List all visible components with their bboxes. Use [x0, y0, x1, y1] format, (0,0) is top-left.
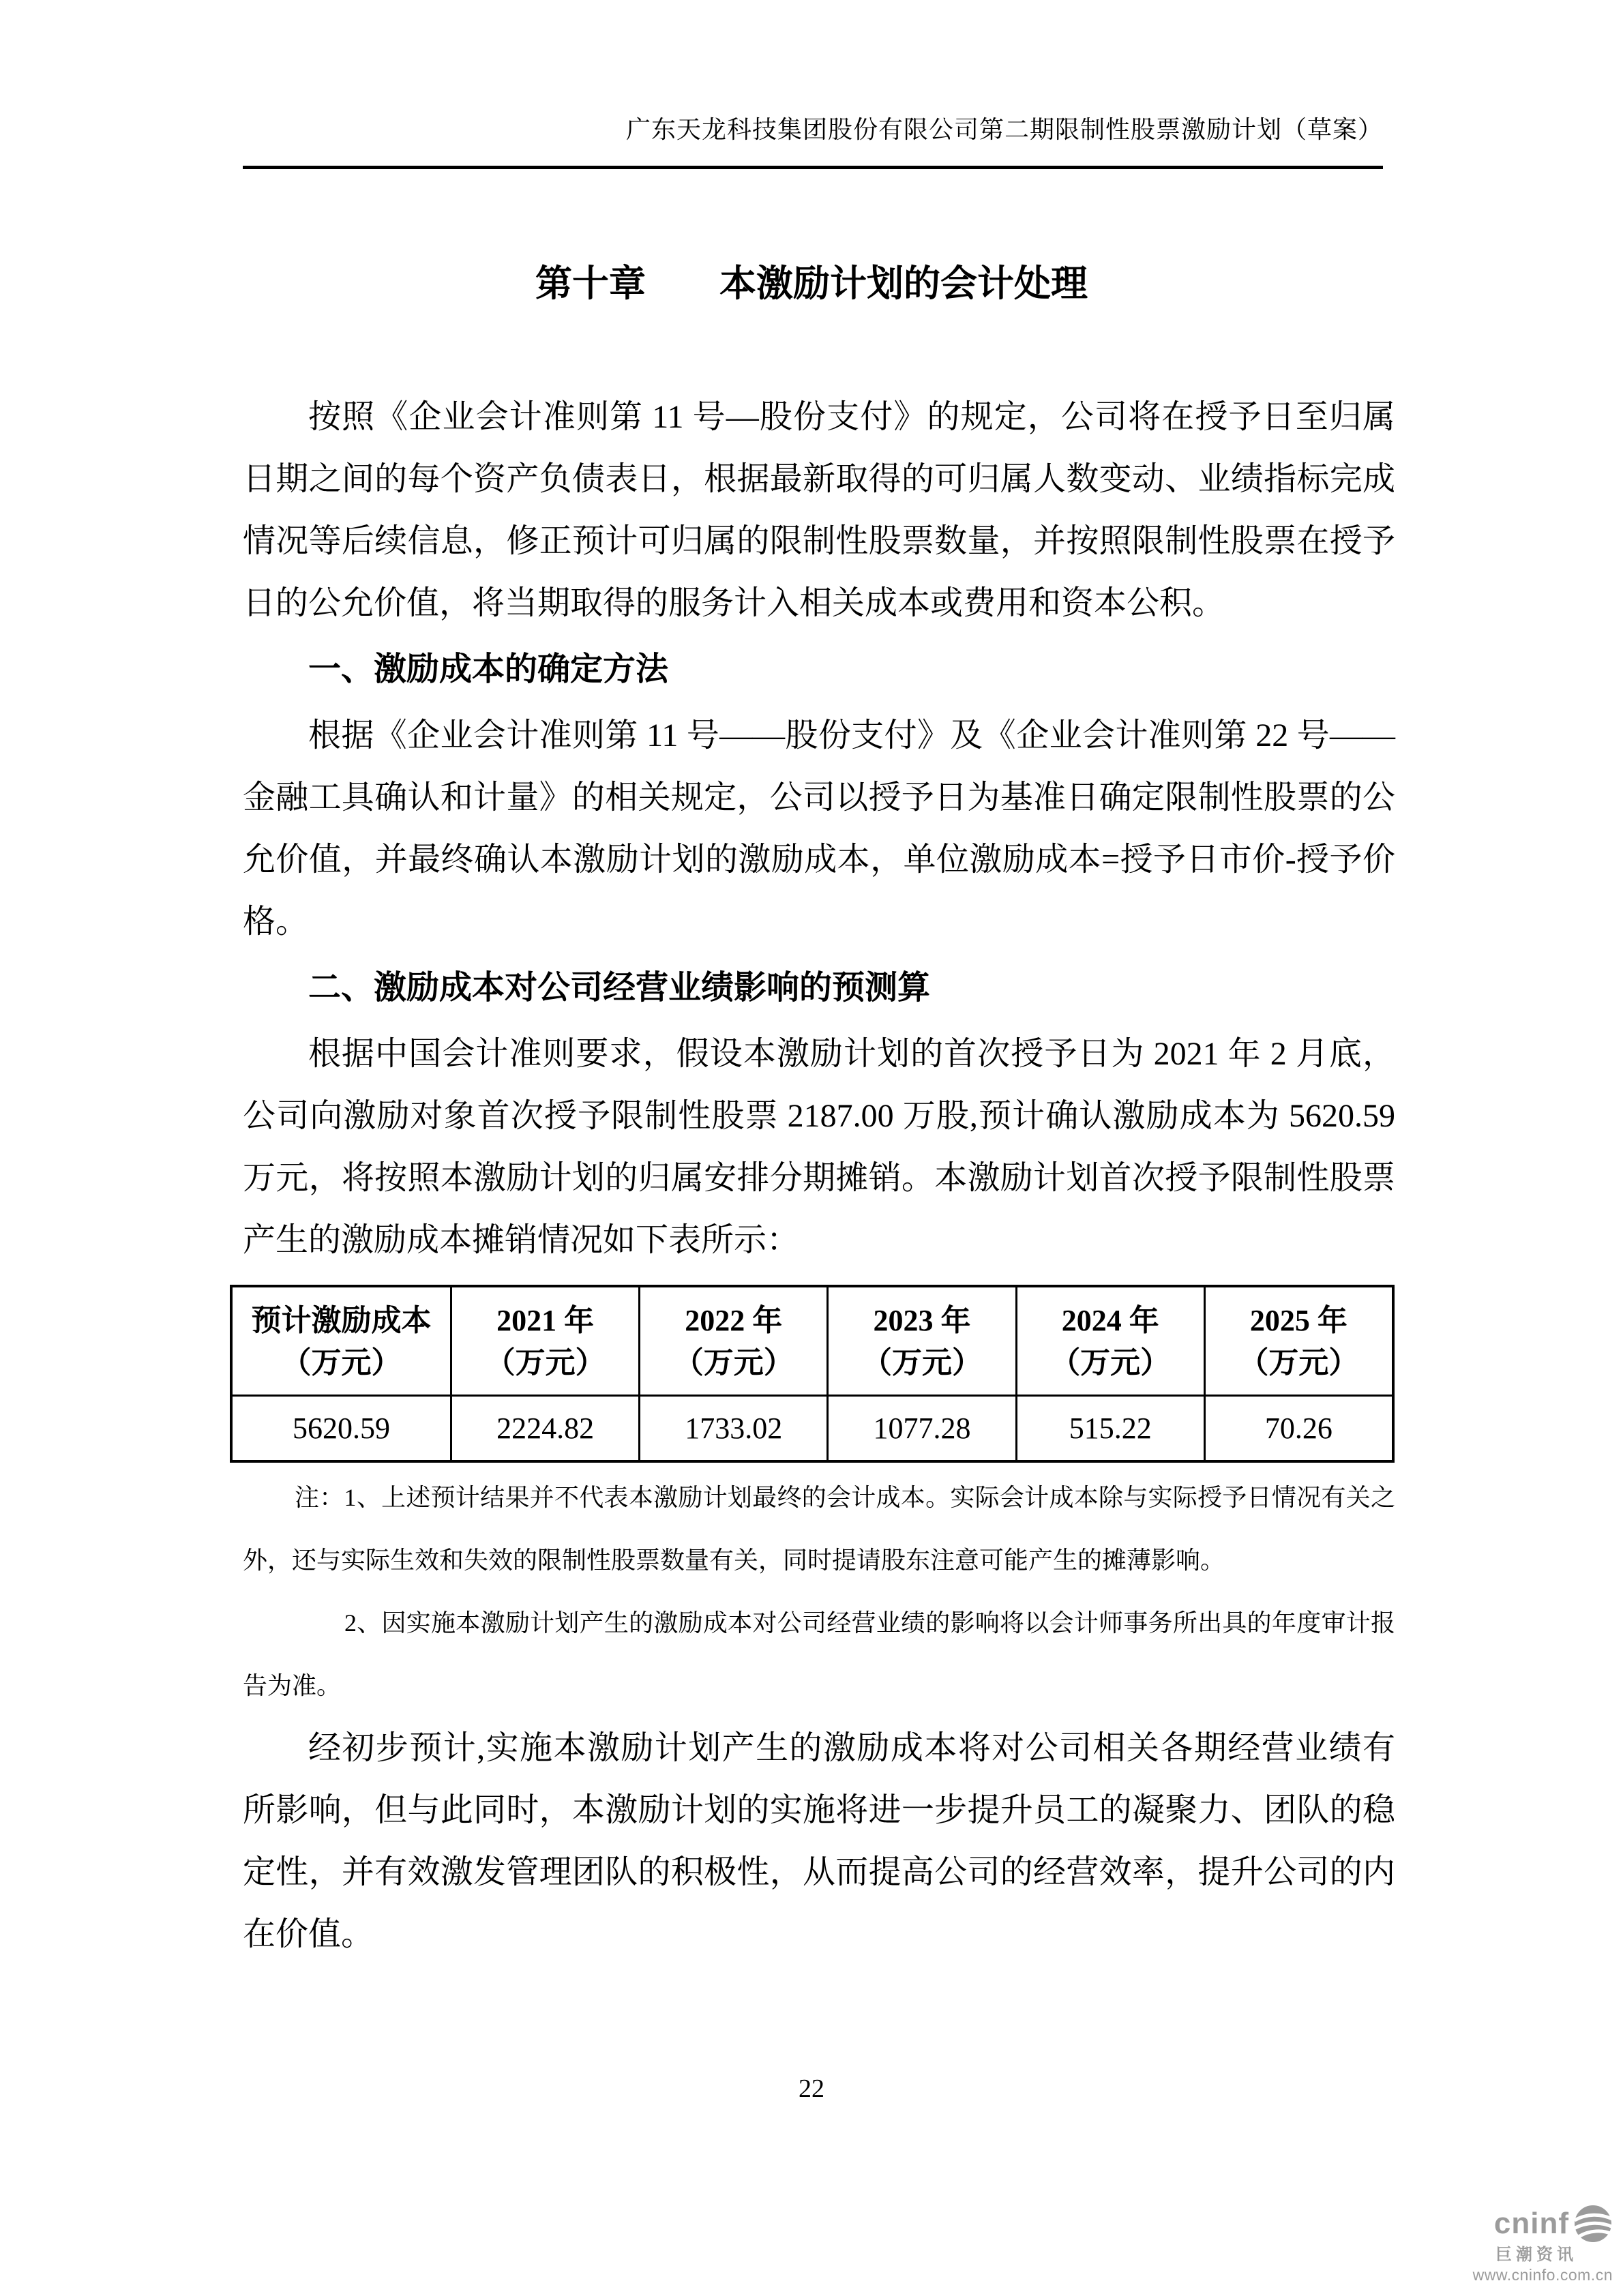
paragraph-conclusion: 经初步预计,实施本激励计划产生的激励成本将对公司相关各期经营业绩有所影响，但与此同时，本激励计划的实施将进一步提升员工的凝聚力、团队的稳定性，并有效激发管理团队的积极性，从而提高公司的经营效率，提升公司的内在价值。: [243, 1730, 1395, 1952]
header-rule: [243, 166, 1383, 169]
table-header-cell: [1015, 1287, 1204, 1397]
table-header-cell: [233, 1287, 450, 1397]
table-header-line1: 2024 年: [1061, 1303, 1159, 1337]
cninfo-globe-icon: [1573, 2204, 1613, 2243]
table-header-line2: （万元）: [861, 1345, 982, 1380]
table-header-line2: （万元）: [485, 1345, 606, 1380]
notes-text-column: [243, 1466, 1395, 1965]
table-value-cell: 2224.82: [450, 1397, 638, 1460]
amortization-table: [230, 1285, 1395, 1463]
cninfo-logo: [1456, 2204, 1613, 2284]
table-note-2: 2、因实施本激励计划产生的激励成本对公司经营业绩的影响将以会计师事务所出具的年度审计报告为准。: [243, 1609, 1395, 1699]
page-header: 广东天龙科技集团股份有限公司第二期限制性股票激励计划（草案）: [625, 116, 1383, 143]
table-header-line1: 2022 年: [685, 1303, 783, 1337]
cninfo-chinese-name: 巨潮资讯: [1495, 2246, 1577, 2264]
table-value-cell: 515.22: [1015, 1397, 1204, 1460]
table-header-line2: （万元）: [673, 1345, 794, 1380]
table-header-cell: [827, 1287, 1015, 1397]
table-header-line1: 2025 年: [1249, 1303, 1347, 1337]
main-text-column: [243, 386, 1395, 1271]
chapter-title: 第十章 本激励计划的会计处理: [535, 263, 1088, 304]
cninfo-logo-row: [1456, 2204, 1613, 2243]
table-header-line2: （万元）: [281, 1345, 402, 1380]
table-header-line2: （万元）: [1050, 1345, 1171, 1380]
table-header-line1: 2021 年: [496, 1303, 595, 1337]
table-value-cell: 70.26: [1204, 1397, 1392, 1460]
paragraph-accounting-rule: 按照《企业会计准则第 11 号—股份支付》的规定，公司将在授予日至归属日期之间的每个资产负债表日，根据最新取得的可归属人数变动、业绩指标完成情况等后续信息，修正预计可归属的限制性股票数量，并按照限制性股票在授予日的公允价值，将当期取得的服务计入相关成本或费用和资本公积。: [243, 399, 1395, 621]
table-value-cell: 5620.59: [293, 1412, 390, 1445]
page-number: 22: [799, 2074, 824, 2103]
cninfo-wordmark: cninf: [1493, 2207, 1569, 2240]
table-header-cell: [638, 1287, 827, 1397]
table-header-cell: [1204, 1287, 1392, 1397]
table-header-line1: 预计激励成本: [251, 1303, 432, 1337]
section-heading-cost-method: 一、激励成本的确定方法: [308, 651, 669, 687]
table-value-cell: 1733.02: [638, 1397, 827, 1460]
table-value-cell: 1077.28: [827, 1397, 1015, 1460]
table-header-line1: 2023 年: [873, 1303, 971, 1337]
paragraph-cost-method: 根据《企业会计准则第 11 号——股份支付》及《企业会计准则第 22 号——金融工具确认和计量》的相关规定，公司以授予日为基准日确定限制性股票的公允价值，并最终确认本激励计划的激励成本，单位激励成本=授予日市价-授予价格。: [243, 717, 1395, 940]
cninfo-url: www.cninfo.com.cn: [1472, 2266, 1613, 2284]
table-header-cell: [450, 1287, 638, 1397]
section-heading-cost-impact: 二、激励成本对公司经营业绩影响的预测算: [308, 970, 931, 1006]
table-note-1: 注：1、上述预计结果并不代表本激励计划最终的会计成本。实际会计成本除与实际授予日情况有关之外，还与实际生效和失效的限制性股票数量有关，同时提请股东注意可能产生的摊薄影响。: [243, 1484, 1395, 1574]
paragraph-cost-forecast: 根据中国会计准则要求，假设本激励计划的首次授予日为 2021 年 2 月底，公司向激励对象首次授予限制性股票 2187.00 万股,预计确认激励成本为 5620.59 万元，将按照本激励计划的归属安排分期摊销。本激励计划首次授予限制性股票产生的激励成本摊销情况如下表所示：: [243, 1036, 1395, 1258]
table-header-line2: （万元）: [1238, 1345, 1359, 1380]
